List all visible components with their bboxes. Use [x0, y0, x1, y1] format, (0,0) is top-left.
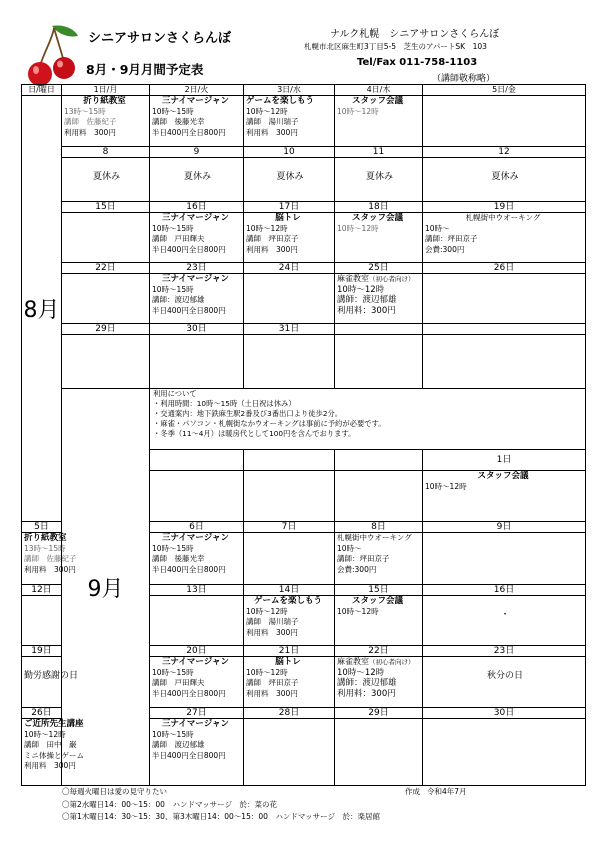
event-fee: 会費:300円 [425, 244, 465, 254]
date-cell: 29日 [335, 708, 423, 719]
event-time: 10時～12時 [246, 606, 288, 616]
event-cell-empty [423, 274, 586, 324]
date-cell: 8日 [335, 522, 423, 533]
event-cell [62, 158, 150, 202]
honorific-note: （講師敬称略） [432, 74, 496, 84]
date-cell: 30日 [423, 708, 586, 719]
date-cell [335, 450, 423, 471]
day-header: 5日/金 [423, 85, 586, 96]
event-fee: 利用料 300円 [24, 564, 76, 574]
event-teacher: 講師 後藤光幸 [152, 554, 205, 564]
event-title: 折り紙教室 [24, 533, 67, 543]
page-subtitle: 8月・9月月間予定表 [86, 62, 204, 77]
event-cell-empty [423, 719, 586, 786]
event-title: スタッフ会議 [351, 96, 403, 106]
date-cell: 22日 [335, 646, 423, 657]
event-cell [335, 657, 423, 708]
event-cell [335, 213, 423, 263]
event-cell [150, 533, 244, 585]
event-title: 三ナイマージャン [161, 96, 230, 106]
event-teacher: 講師 田中 巌 [24, 740, 77, 750]
event-fee: 利用料 300円 [246, 244, 298, 254]
event-time: 13時～15時 [24, 543, 66, 553]
event-teacher: 講師：渡辺郁雄 [152, 295, 205, 305]
event-time: 10時～12時 [337, 223, 379, 233]
date-cell: 15日 [335, 585, 423, 596]
event-cell-empty [244, 533, 335, 585]
date-cell: 20日 [150, 646, 244, 657]
date-cell: 27日 [150, 708, 244, 719]
date-cell: 6日 [150, 522, 244, 533]
date-cell [244, 450, 335, 471]
event-topic: ミニ体操とゲーム [24, 750, 84, 760]
event-cell [244, 213, 335, 263]
date-cell: 12日 [22, 585, 62, 596]
event-cell [22, 719, 84, 786]
date-cell: 29日 [62, 324, 150, 335]
event-teacher: 講師 佐藤紀子 [64, 117, 117, 127]
event-cell [244, 96, 335, 147]
event-cell-empty [423, 533, 586, 585]
holiday-note: 夏休み [92, 172, 120, 182]
event-cell [22, 657, 79, 708]
event-fee: 利用料 300円 [64, 127, 116, 137]
event-title: 脳トレ [275, 657, 301, 667]
cherry-icon [22, 22, 86, 90]
date-cell: 7日 [244, 522, 335, 533]
event-fee: 利用料 300円 [246, 688, 298, 698]
footer-note: 〇第2水曜日14：00～15：00 ハンドマッサージ 於：菜の花 [62, 799, 277, 809]
date-cell: 9日 [423, 522, 586, 533]
event-fee: 半日400円全日800円 [152, 688, 226, 698]
info-line: ・交通案内：地下鉄麻生駅2番及び3番出口より徒歩2分。 [153, 409, 343, 418]
event-title: 麻雀教室 [337, 274, 369, 283]
event-time: 10時～12時 [246, 223, 288, 233]
event-cell [335, 158, 423, 202]
date-cell: 28日 [244, 708, 335, 719]
info-line: ・冬季（11～4月）は暖房代として100円を含んでおります。 [153, 429, 356, 438]
date-cell: 8 [62, 147, 150, 158]
date-cell [423, 324, 586, 335]
event-fee: 半日400円全日800円 [152, 244, 226, 254]
event-cell-empty [62, 213, 150, 263]
event-time: 10時～12時 [337, 606, 379, 616]
event-title: 三ナイマージャン [161, 533, 230, 543]
event-title: 三ナイマージャン [161, 213, 230, 223]
made-date: 令和4年7月 [427, 787, 467, 796]
date-cell: 13日 [150, 585, 244, 596]
event-cell [22, 533, 77, 585]
holiday-note: 夏休み [365, 172, 393, 182]
date-cell [150, 450, 244, 471]
date-cell: 16日 [423, 585, 586, 596]
event-teacher: 講師 戸田輝夫 [152, 234, 205, 244]
date-cell: 12 [423, 147, 586, 158]
event-cell-empty [150, 335, 244, 389]
event-cell [423, 213, 586, 263]
footer-notes [62, 786, 380, 824]
holiday-note: 夏休み [491, 172, 519, 182]
event-cell [150, 213, 244, 263]
event-cell [244, 158, 335, 202]
event-time: 10時～12時 [246, 106, 288, 116]
event-fee: 利用料 300円 [246, 127, 298, 137]
event-teacher: 講師 湯川瑞子 [246, 117, 299, 127]
date-cell: 26日 [423, 263, 586, 274]
org-name: ナルク札幌 シニアサロンさくらんぼ [330, 29, 500, 40]
day-header: 3日/水 [244, 85, 335, 96]
event-cell-empty [423, 96, 586, 147]
info-line: ・麻雀・パソコン・札幌街なかウオーキングは事前に予約が必要です。 [153, 419, 386, 428]
event-time: 10時～15時 [152, 667, 194, 677]
date-cell: 17日 [244, 202, 335, 213]
event-cell [244, 657, 335, 708]
daycol-header: 日/曜日 [22, 85, 62, 96]
event-teacher: 講師 渡辺郁雄 [152, 740, 205, 750]
date-cell: 18日 [335, 202, 423, 213]
event-teacher: 講師：坪田京子 [337, 554, 390, 564]
event-teacher: 講師 戸田輝夫 [152, 678, 205, 688]
event-title: 札幌街中ウオーキング [337, 533, 412, 542]
date-cell: 19日 [22, 646, 62, 657]
footer-note: 〇第1木曜日14：30～15：30、第3木曜日14：00～15：00 ハンドマッサージ 於：楽居館 [62, 812, 380, 821]
event-teacher: 講師 坪田京子 [246, 234, 299, 244]
event-time: 10時～15時 [152, 543, 194, 553]
event-cell-empty [150, 596, 244, 646]
event-time: 10時～15時 [152, 284, 194, 294]
event-teacher: 講師：坪田京子 [425, 234, 478, 244]
event-title: 三ナイマージャン [161, 657, 230, 667]
day-header: 2日/火 [150, 85, 244, 96]
event-fee: 半日400円全日800円 [152, 564, 226, 574]
event-title: 三ナイマージャン [161, 719, 230, 729]
day-header: 1日/月 [62, 85, 150, 96]
event-title: ご近所先生講座 [24, 719, 84, 729]
event-time: 10時～15時 [152, 729, 194, 739]
event-time: 10時～ [337, 543, 362, 553]
event-title: スタッフ会議 [477, 471, 529, 481]
holiday-note: 夏休み [183, 172, 211, 182]
date-cell: 23日 [423, 646, 586, 657]
event-title: 脳トレ [275, 213, 301, 223]
event-time: 10時～12時 [337, 284, 385, 295]
event-cell [335, 596, 423, 646]
date-cell: 9 [150, 147, 244, 158]
event-cell [244, 596, 335, 646]
event-cell [150, 274, 244, 324]
month-label-aug: 8月 [22, 96, 62, 522]
date-cell: 22日 [62, 263, 150, 274]
made-label: 作成 [405, 787, 420, 796]
holiday-note: 秋分の日 [486, 671, 523, 681]
event-cell-empty [62, 274, 150, 324]
event-cell-empty [335, 719, 423, 786]
event-time: 13時～15時 [64, 106, 106, 116]
event-cell-empty [62, 335, 150, 389]
event-title: 麻雀教室 [337, 657, 369, 666]
date-cell: 1日 [423, 450, 586, 471]
date-cell: 5日 [22, 522, 62, 533]
event-title-note: （初心者向け） [369, 275, 415, 283]
event-title: 三ナイマージャン [161, 274, 230, 284]
cherry-logo [22, 22, 86, 90]
date-cell [335, 324, 423, 335]
event-fee: 半日400円全日800円 [152, 305, 226, 315]
event-title-note: （初心者向け） [369, 658, 415, 666]
event-time: 10時～ [425, 223, 450, 233]
event-title: スタッフ会議 [351, 596, 403, 606]
event-cell [335, 96, 423, 147]
event-cell [62, 96, 150, 147]
event-fee: 利用料 300円 [24, 761, 76, 771]
holiday-note: 夏休み [276, 172, 304, 182]
event-cell-empty [244, 335, 335, 389]
event-teacher: 講師 湯川瑞子 [246, 617, 299, 627]
event-cell [423, 657, 586, 708]
event-time: 10時～15時 [152, 223, 194, 233]
event-cell [150, 158, 244, 202]
date-cell: 30日 [150, 324, 244, 335]
event-cell-empty [423, 335, 586, 389]
date-cell: 11 [335, 147, 423, 158]
event-time: 10時～12時 [337, 106, 379, 116]
date-cell: 25日 [335, 263, 423, 274]
tel-fax: Tel/Fax 011-758-1103 [357, 57, 478, 68]
event-teacher: 講師 坪田京子 [246, 678, 299, 688]
event-cell-empty [244, 471, 335, 522]
event-teacher: 講師：渡辺郁雄 [337, 678, 397, 689]
event-fee: 利用料：300円 [337, 305, 396, 316]
event-cell-empty [244, 719, 335, 786]
usage-info [150, 389, 586, 450]
event-time: 10時～12時 [425, 481, 467, 491]
event-title: ゲームを楽しもう [246, 96, 315, 106]
event-cell [335, 533, 423, 585]
day-header: 4日/木 [335, 85, 423, 96]
info-line: ・利用時間：10時～15時（土日祝は休み） [153, 399, 296, 408]
event-time: 10時～12時 [24, 729, 66, 739]
event-cell [150, 96, 244, 147]
date-cell: 21日 [244, 646, 335, 657]
date-cell: 23日 [150, 263, 244, 274]
month-label-sep: 9月 [62, 389, 150, 786]
footer-note: 〇毎週火曜日は愛の見守りたい [62, 787, 167, 796]
event-fee: 利用料：300円 [337, 688, 396, 699]
date-cell: 10 [244, 147, 335, 158]
event-cell-empty [335, 335, 423, 389]
event-teacher: 講師：渡辺郁雄 [337, 295, 397, 306]
event-title: スタッフ会議 [351, 213, 403, 223]
dot-note: ・ [500, 610, 510, 620]
event-cell [150, 719, 244, 786]
event-cell [335, 274, 423, 324]
date-cell: 15日 [62, 202, 150, 213]
schedule-table [21, 84, 586, 786]
event-fee: 半日400円全日800円 [152, 127, 226, 137]
event-teacher: 講師 佐藤紀子 [24, 554, 77, 564]
date-cell: 16日 [150, 202, 244, 213]
date-cell: 26日 [22, 708, 62, 719]
event-fee: 半日400円全日800円 [152, 750, 226, 760]
page-title: シニアサロンさくらんぼ [88, 31, 232, 46]
event-title: 折り紙教室 [83, 96, 126, 106]
event-cell [423, 158, 586, 202]
date-cell: 14日 [244, 585, 335, 596]
event-fee: 会費:300円 [337, 564, 377, 574]
event-cell-empty [150, 471, 244, 522]
date-cell: 24日 [244, 263, 335, 274]
event-cell-empty [22, 596, 62, 646]
event-cell [423, 596, 586, 646]
event-cell [150, 657, 244, 708]
holiday-note: 勤労感謝の日 [24, 671, 79, 681]
event-cell-empty [335, 471, 423, 522]
event-title: ゲームを楽しもう [253, 596, 322, 606]
event-time: 10時～15時 [152, 106, 194, 116]
address: 札幌市北区麻生町3丁目5-5 芝生のアパートSK 103 [304, 42, 487, 51]
info-heading: 利用について [153, 389, 197, 398]
date-cell: 31日 [244, 324, 335, 335]
event-cell-empty [244, 274, 335, 324]
event-time: 10時～12時 [337, 667, 385, 678]
event-fee: 利用料 300円 [246, 627, 298, 637]
event-time: 10時～12時 [246, 667, 288, 677]
event-cell [423, 471, 586, 522]
event-teacher: 講師 後藤光幸 [152, 117, 205, 127]
date-cell: 19日 [423, 202, 586, 213]
event-title: 札幌街中ウオーキング [465, 213, 541, 222]
